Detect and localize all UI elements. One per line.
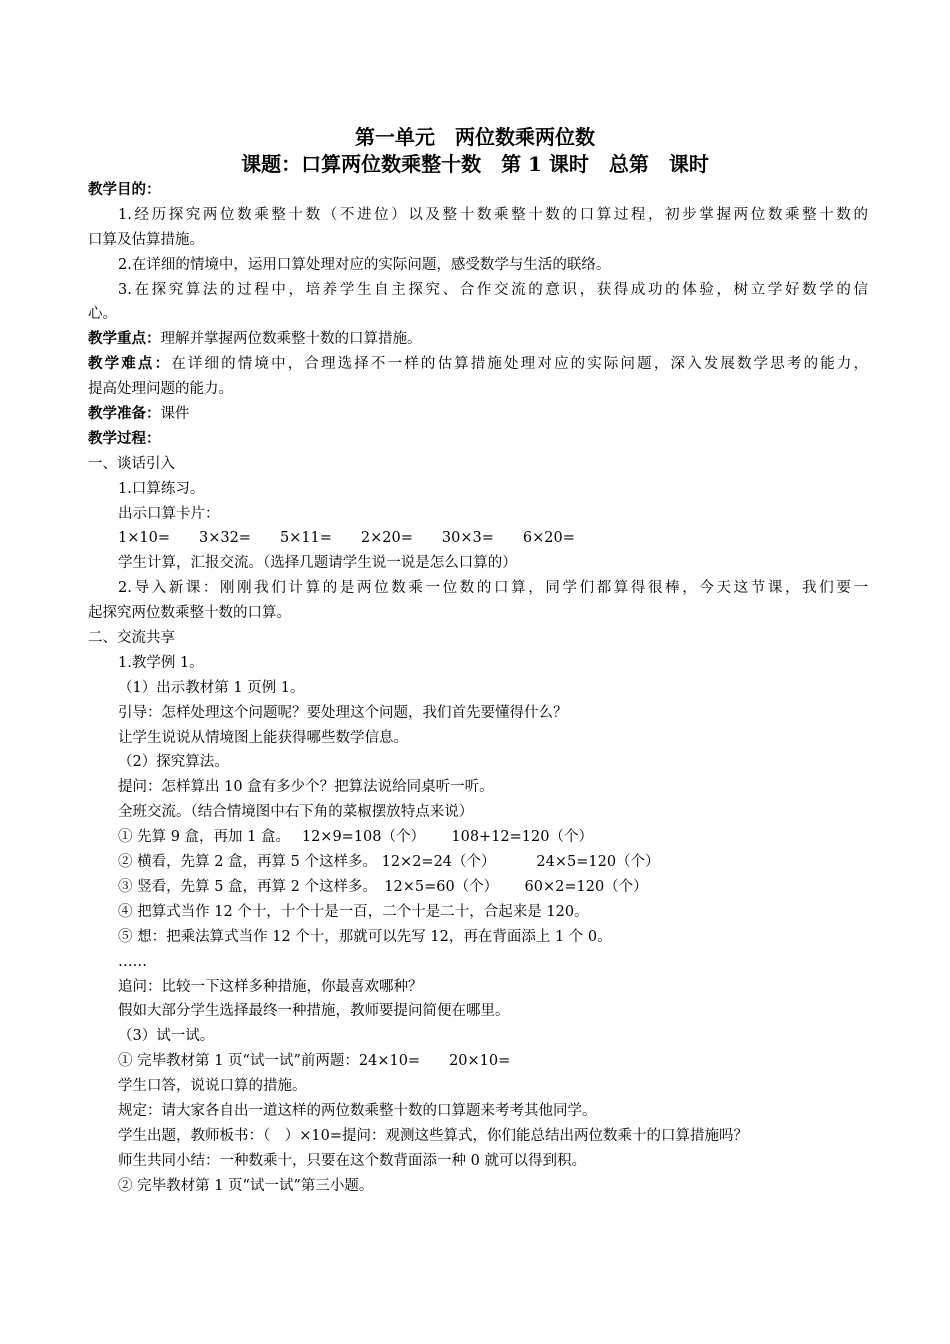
preparation-text: 课件 (160, 406, 190, 423)
lesson-title: 课题：口算两位数乘整十数 第 1 课时 总第 课时 (241, 152, 709, 176)
objectives-heading: 教学目的： (88, 181, 161, 198)
objective-1-line-2: 口算及估算措施。 (88, 231, 204, 248)
section-2-line-14: 追问：比较一下这样多种措施，你最喜欢哪种？ (118, 978, 423, 995)
preparation-label: 教学准备： (88, 405, 161, 423)
section-2-line-12: ⑤ 想：把乘法算式当作 12 个十，那就可以先写 12，再在背面添上 1 个 0。 (118, 928, 612, 945)
section-2-line-6: 提问：怎样算出 10 盒有多少个？把算法说给同桌听一听。 (118, 779, 494, 796)
section-2-title: 二、交流共享 (88, 630, 175, 647)
section-2-line-11: ④ 把算式当作 12 个十，十个十是一百，二个十是二十，合起来是 120。 (118, 903, 589, 920)
key-point-row (88, 327, 868, 352)
section-2-line-13: …… (118, 953, 147, 970)
section-1-line-3: 1×10= 3×32= 5×11= 2×20= 30×3= 6×20= (118, 530, 575, 547)
section-2-line-17: ① 完毕教材第 1 页“试一试”前两题：24×10= 20×10= (118, 1053, 511, 1070)
section-1-title: 一、谈话引入 (88, 455, 175, 472)
preparation-row (88, 402, 868, 427)
objective-1-line-1: 1.经历探究两位数乘整十数（不进位）以及整十数乘整十数的口算过程，初步掌握两位数乘整十数的 (118, 206, 868, 223)
key-point-label: 教学重点： (88, 330, 161, 348)
section-2-line-7: 全班交流。（结合情境图中右下角的菜椒摆放特点来说） (118, 804, 474, 821)
objective-2: 2.在详细的情境中，运用口算处理对应的实际问题，感受数学与生活的联络。 (118, 256, 611, 273)
difficulty-label: 教学难点： (88, 355, 172, 373)
section-2-line-5: （2）探究算法。 (118, 754, 229, 771)
section-2-line-2: （1）出示教材第 1 页例 1。 (118, 679, 305, 696)
section-1-line-4: 学生计算，汇报交流。（选择几题请学生说一说是怎么口算的） (118, 555, 517, 572)
document-body (88, 178, 868, 1199)
section-2-line-20: 学生出题，教师板书：（ ）×10=提问：观测这些算式，你们能总结出两位数乘十的口算措施吗？ (118, 1127, 748, 1144)
section-2-line-9: ② 横看，先算 2 盒，再算 5 个这样多。 12×2=24（个） 24×5=120（个） (118, 854, 660, 871)
section-1-line-1: 1.口算练习。 (118, 480, 205, 497)
process-heading: 教学过程： (88, 429, 161, 447)
section-2-line-4: 让学生说说从情境图上能获得哪些数学信息。 (118, 729, 408, 746)
difficulty-row (88, 352, 868, 377)
section-1-line-2: 出示口算卡片： (118, 505, 220, 522)
difficulty-text-line-1: 在详细的情境中，合理选择不一样的估算措施处理对应的实际问题，深入发展数学思考的能力， (171, 356, 869, 373)
section-2-line-21: 师生共同小结：一种数乘十，只要在这个数背面添一种 0 就可以得到积。 (118, 1152, 586, 1169)
objective-3-line-1: 3.在探究算法的过程中，培养学生自主探究、合作交流的意识，获得成功的体验，树立学好数学的信 (118, 281, 868, 298)
section-2-line-16: （3）试一试。 (118, 1028, 215, 1045)
section-1-line-5b: 起探究两位数乘整十数的口算。 (88, 605, 291, 622)
section-2-line-19: 规定：请大家各自出一道这样的两位数乘整十数的口算题来考考其他同学。 (118, 1102, 597, 1119)
section-1-line-5a: 2.导入新课：刚刚我们计算的是两位数乘一位数的口算，同学们都算得很棒，今天这节课，我们要一 (118, 580, 868, 597)
section-2-line-15: 假如大部分学生选择最终一种措施，教师要提问简便在哪里。 (118, 1003, 510, 1020)
section-2-line-18: 学生口答，说说口算的措施。 (118, 1078, 307, 1095)
section-2-line-1: 1.教学例 1。 (118, 654, 204, 671)
objective-3-line-2: 心。 (88, 306, 117, 323)
unit-title: 第一单元 两位数乘两位数 (355, 125, 595, 149)
section-2-line-3: 引导：怎样处理这个问题呢？要处理这个问题，我们首先要懂得什么？ (118, 704, 568, 721)
key-point-text: 理解并掌握两位数乘整十数的口算措施。 (160, 331, 422, 348)
difficulty-text-line-2: 提高处理问题的能力。 (88, 381, 233, 398)
section-2-line-10: ③ 竖看，先算 5 盒，再算 2 个这样多。 12×5=60（个） 60×2=120（个） (118, 878, 648, 895)
section-2-line-22: ② 完毕教材第 1 页“试一试”第三小题。 (118, 1177, 374, 1194)
section-2-line-8: ① 先算 9 盒，再加 1 盒。 12×9=108（个） 108+12=120（个） (118, 829, 593, 846)
